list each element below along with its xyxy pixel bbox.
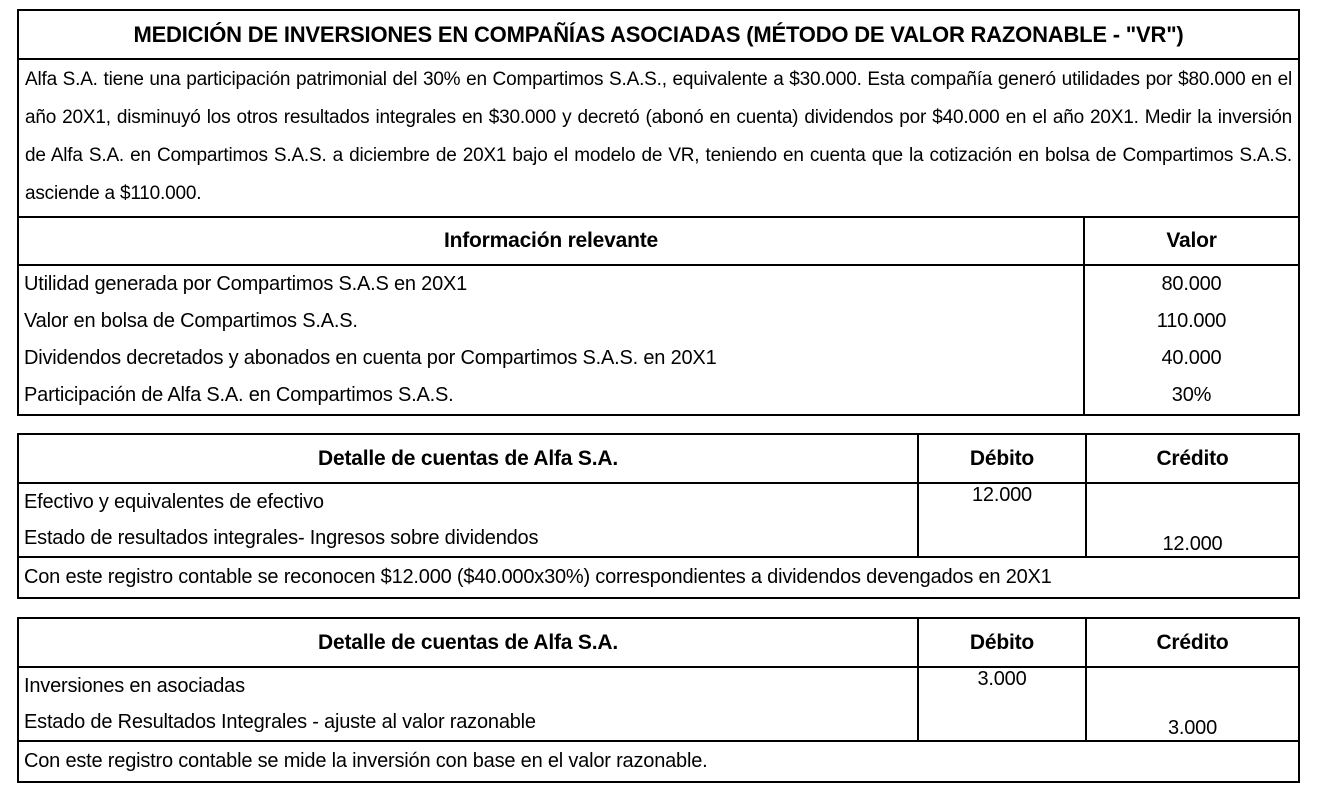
journal-row xyxy=(19,484,1298,520)
debit-value xyxy=(919,704,1087,740)
problem-info-table xyxy=(17,9,1300,416)
journal-header-debit: Débito xyxy=(919,619,1087,666)
info-row-value: 80.000 xyxy=(1161,273,1222,295)
journal-entry-table-2 xyxy=(17,617,1300,783)
account-name: Estado de resultados integrales- Ingresos sobre dividendos xyxy=(19,520,919,556)
info-header-label: Información relevante xyxy=(19,218,1085,264)
info-table-row xyxy=(19,340,1298,377)
journal-header-row xyxy=(19,619,1298,668)
info-table-row xyxy=(19,377,1298,414)
journal-header-debit: Débito xyxy=(919,435,1087,482)
journal-row xyxy=(19,520,1298,556)
document-title: MEDICIÓN DE INVERSIONES EN COMPAÑÍAS ASOCIADAS (MÉTODO DE VALOR RAZONABLE - "VR") xyxy=(19,11,1298,60)
info-row-value: 110.000 xyxy=(1156,310,1227,332)
info-header-value: Valor xyxy=(1166,229,1217,252)
journal-header-credit: Crédito xyxy=(1156,446,1229,470)
info-row-value: 30% xyxy=(1171,384,1212,406)
debit-value xyxy=(919,520,1087,556)
document-page xyxy=(17,9,1300,783)
journal-row xyxy=(19,668,1298,704)
info-row-label: Participación de Alfa S.A. en Compartimos S.A.S. xyxy=(19,377,1085,414)
journal-header-detail: Detalle de cuentas de Alfa S.A. xyxy=(19,619,919,666)
info-row-label: Dividendos decretados y abonados en cuenta por Compartimos S.A.S. en 20X1 xyxy=(19,340,1085,377)
journal-header-detail: Detalle de cuentas de Alfa S.A. xyxy=(19,435,919,482)
journal-entry-table-1 xyxy=(17,433,1300,599)
info-table-header-row xyxy=(19,218,1298,266)
journal-body xyxy=(19,484,1298,556)
account-name: Estado de Resultados Integrales - ajuste al valor razonable xyxy=(19,704,919,740)
debit-value: 3.000 xyxy=(919,668,1087,704)
journal-note: Con este registro contable se reconocen $12.000 ($40.000x30%) correspondientes a dividendos devengados en 20X1 xyxy=(19,556,1298,597)
credit-value xyxy=(1087,668,1298,704)
credit-value: 12.000 xyxy=(1162,533,1223,555)
credit-value xyxy=(1087,484,1298,520)
problem-statement: Alfa S.A. tiene una participación patrimonial del 30% en Compartimos S.A.S., equivalente a $30.000. Esta compañía generó utilidades por $80.000 en el año 20X1, disminuyó los otros resultados integrales en $30.000 y decretó (abonó en cuenta) dividendos por $40.000 en el año 20X1. Medir la inversión de Alfa S.A. en Compartimos S.A.S. a diciembre de 20X1 bajo el modelo de VR, teniendo en cuenta que la cotización en bolsa de Compartimos S.A.S. asciende a $110.000. xyxy=(19,60,1298,218)
info-row-value: 40.000 xyxy=(1161,347,1222,369)
account-name: Inversiones en asociadas xyxy=(19,668,919,704)
info-table-row xyxy=(19,303,1298,340)
debit-value: 12.000 xyxy=(919,484,1087,520)
journal-header-row xyxy=(19,435,1298,484)
account-name: Efectivo y equivalentes de efectivo xyxy=(19,484,919,520)
info-table-row xyxy=(19,266,1298,303)
journal-row xyxy=(19,704,1298,740)
journal-header-credit: Crédito xyxy=(1156,630,1229,654)
info-table-body xyxy=(19,266,1298,414)
journal-body xyxy=(19,668,1298,740)
credit-value: 3.000 xyxy=(1167,717,1218,739)
info-row-label: Valor en bolsa de Compartimos S.A.S. xyxy=(19,303,1085,340)
info-row-label: Utilidad generada por Compartimos S.A.S en 20X1 xyxy=(19,266,1085,303)
journal-note: Con este registro contable se mide la inversión con base en el valor razonable. xyxy=(19,740,1298,781)
